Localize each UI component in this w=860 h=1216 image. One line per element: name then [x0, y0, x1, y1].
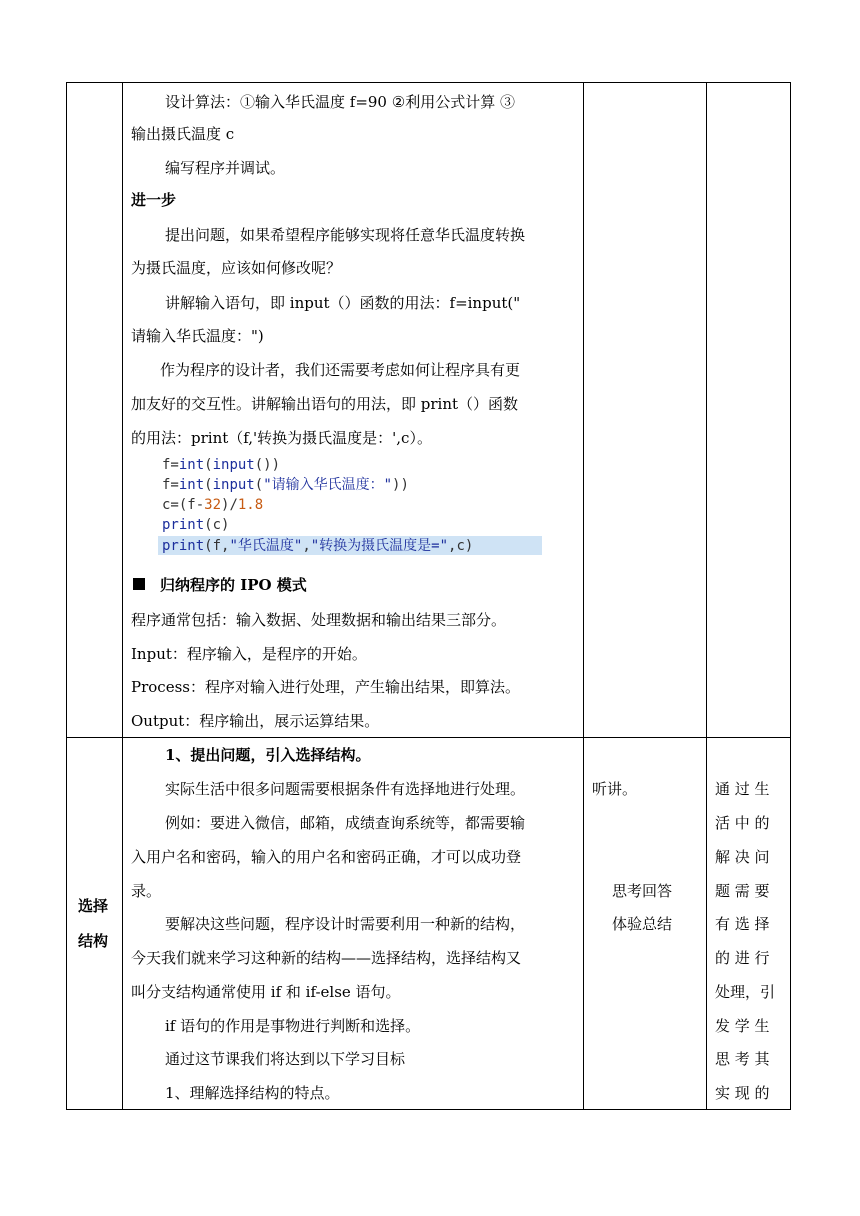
lesson-heading: 1、提出问题，引入选择结构。 [165, 746, 371, 764]
text-line: 实际生活中很多问题需要根据条件有选择地进行处理。 [165, 780, 526, 798]
text-line: 入用户名和密码，输入的用户名和密码正确，才可以成功登 [131, 848, 522, 866]
intent-line: 活 中 的 [715, 814, 770, 832]
text-line: 通过这节课我们将达到以下学习目标 [165, 1050, 406, 1068]
table-top-border [66, 82, 791, 83]
text-line: 录。 [131, 882, 162, 900]
intent-line: 有 选 择 [715, 915, 770, 933]
section-label: 选择 [78, 897, 109, 915]
text-line: 程序通常包括：输入数据、处理数据和输出结果三部分。 [131, 611, 507, 629]
bullet-square-icon [133, 578, 145, 590]
text-line: 要解决这些问题，程序设计时需要利用一种新的结构， [165, 915, 526, 933]
text-line: Output：程序输出，展示运算结果。 [131, 712, 380, 730]
code-line: c=(f-32)/1.8 [162, 497, 264, 513]
text-line: Process：程序对输入进行处理，产生输出结果，即算法。 [131, 678, 520, 696]
code-line: print(c) [162, 517, 230, 533]
text-line: 请输入华氏温度：") [131, 327, 264, 345]
text-line: 提出问题，如果希望程序能够实现将任意华氏温度转换 [165, 226, 526, 244]
table-bottom-border [66, 1109, 791, 1110]
intent-line: 发 学 生 [715, 1017, 770, 1035]
ipo-heading: 归纳程序的 IPO 模式 [160, 576, 307, 594]
text-line: 设计算法：①输入华氏温度 f=90 ②利用公式计算 ③ [165, 93, 515, 111]
code-snippet [148, 454, 542, 557]
text-line: 加友好的交互性。讲解输出语句的用法，即 print（）函数 [131, 395, 519, 413]
intent-line: 题 需 要 [715, 882, 770, 900]
text-line: if 语句的作用是事物进行判断和选择。 [165, 1017, 421, 1035]
section-label: 结构 [78, 932, 109, 950]
intent-line: 实 现 的 [715, 1084, 770, 1102]
activity-text: 思考回答 [612, 882, 673, 900]
row-divider [66, 737, 791, 738]
code-line: f=int(input("请输入华氏温度：")) [162, 477, 409, 493]
text-line: 例如：要进入微信，邮箱，成绩查询系统等，都需要输 [165, 814, 526, 832]
text-line: 输出摄氏温度 c [131, 125, 235, 143]
text-line: 1、理解选择结构的特点。 [165, 1084, 340, 1102]
col-divider-1 [122, 82, 123, 1110]
intent-line: 思 考 其 [715, 1050, 770, 1068]
intent-line: 处理，引 [715, 983, 776, 1001]
activity-text: 听讲。 [592, 780, 638, 798]
text-line: 今天我们就来学习这种新的结构——选择结构，选择结构又 [131, 949, 522, 967]
text-line: 叫分支结构通常使用 if 和 if-else 语句。 [131, 983, 401, 1001]
intent-line: 解 决 问 [715, 848, 770, 866]
col-divider-2 [583, 82, 584, 1110]
intent-line: 通 过 生 [715, 780, 770, 798]
code-line: print(f,"华氏温度","转换为摄氏温度是=",c) [162, 538, 474, 554]
table-right-border [790, 82, 791, 1110]
activity-text: 体验总结 [612, 915, 673, 933]
text-line: 讲解输入语句，即 input（）函数的用法：f=input(" [165, 294, 521, 312]
text-line: 编写程序并调试。 [165, 159, 286, 177]
subheading: 进一步 [131, 191, 177, 209]
table-left-border [66, 82, 67, 1110]
text-line: 为摄氏温度，应该如何修改呢？ [131, 259, 342, 277]
text-line: Input：程序输入，是程序的开始。 [131, 645, 367, 663]
col-divider-3 [706, 82, 707, 1110]
text-line: 的用法：print（f,'转换为摄氏温度是：',c）。 [131, 429, 432, 447]
text-line: 作为程序的设计者，我们还需要考虑如何让程序具有更 [160, 361, 521, 379]
intent-line: 的 进 行 [715, 949, 770, 967]
code-line: f=int(input()) [162, 457, 281, 473]
